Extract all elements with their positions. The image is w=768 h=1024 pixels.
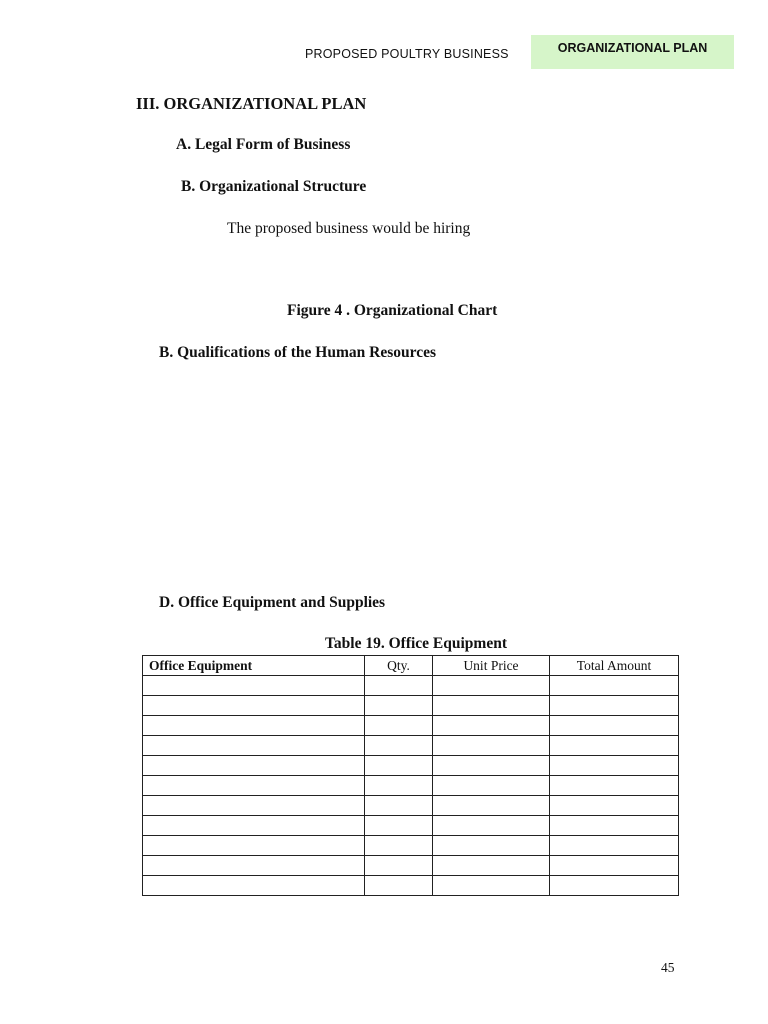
table-cell [433,796,550,816]
table-row [143,716,679,736]
table-cell [365,716,433,736]
table-cell [550,756,679,776]
table-cell [433,856,550,876]
table-cell [433,836,550,856]
table-cell [550,736,679,756]
table-cell [143,696,365,716]
section-tag [531,35,734,69]
table-cell [143,756,365,776]
table-row [143,856,679,876]
heading-qualifications: B. Qualifications of the Human Resources [159,344,436,361]
table-cell [550,716,679,736]
table-header-row [143,656,679,676]
table-row [143,836,679,856]
table-cell [433,756,550,776]
page-number: 45 [661,960,675,975]
table-row [143,796,679,816]
table-cell [365,776,433,796]
table-cell [365,876,433,896]
table-row [143,816,679,836]
table-cell [143,816,365,836]
table-cell [550,816,679,836]
table-row [143,676,679,696]
table-row [143,756,679,776]
office-equipment-table [142,655,679,896]
figure-caption: Figure 4 . Organizational Chart [287,302,498,319]
main-heading: III. ORGANIZATIONAL PLAN [136,94,367,113]
column-header-qty: Qty. [365,656,433,676]
heading-office-equipment: D. Office Equipment and Supplies [159,594,386,611]
table-cell [433,876,550,896]
table-cell [143,776,365,796]
column-header-office-equipment: Office Equipment [143,656,365,676]
body-paragraph: The proposed business would be hiring [227,220,471,237]
table-row [143,876,679,896]
table-cell [550,676,679,696]
table-cell [433,736,550,756]
table-cell [143,736,365,756]
table-cell [433,676,550,696]
table-cell [550,696,679,716]
table-row [143,776,679,796]
table-cell [365,676,433,696]
column-header-unit-price: Unit Price [433,656,550,676]
table-cell [550,776,679,796]
table-cell [143,716,365,736]
table-cell [433,696,550,716]
table-cell [143,676,365,696]
table-cell [433,716,550,736]
table-cell [365,736,433,756]
column-header-total-amount: Total Amount [550,656,679,676]
table-cell [365,696,433,716]
table-caption: Table 19. Office Equipment [325,635,507,652]
table-cell [365,856,433,876]
heading-legal-form: A. Legal Form of Business [176,136,351,153]
heading-organizational-structure: B. Organizational Structure [181,178,367,195]
table-row [143,696,679,716]
section-tag-label: ORGANIZATIONAL PLAN [557,41,708,55]
table-cell [433,816,550,836]
table-row [143,736,679,756]
table-cell [550,836,679,856]
table-cell [550,796,679,816]
table-cell [550,856,679,876]
table-cell [143,796,365,816]
table-cell [550,876,679,896]
table-cell [143,836,365,856]
running-header: PROPOSED POULTRY BUSINESS [305,47,509,61]
table-cell [365,836,433,856]
table-cell [365,816,433,836]
table-cell [143,876,365,896]
table-cell [365,796,433,816]
table-cell [433,776,550,796]
table-cell [143,856,365,876]
table-cell [365,756,433,776]
